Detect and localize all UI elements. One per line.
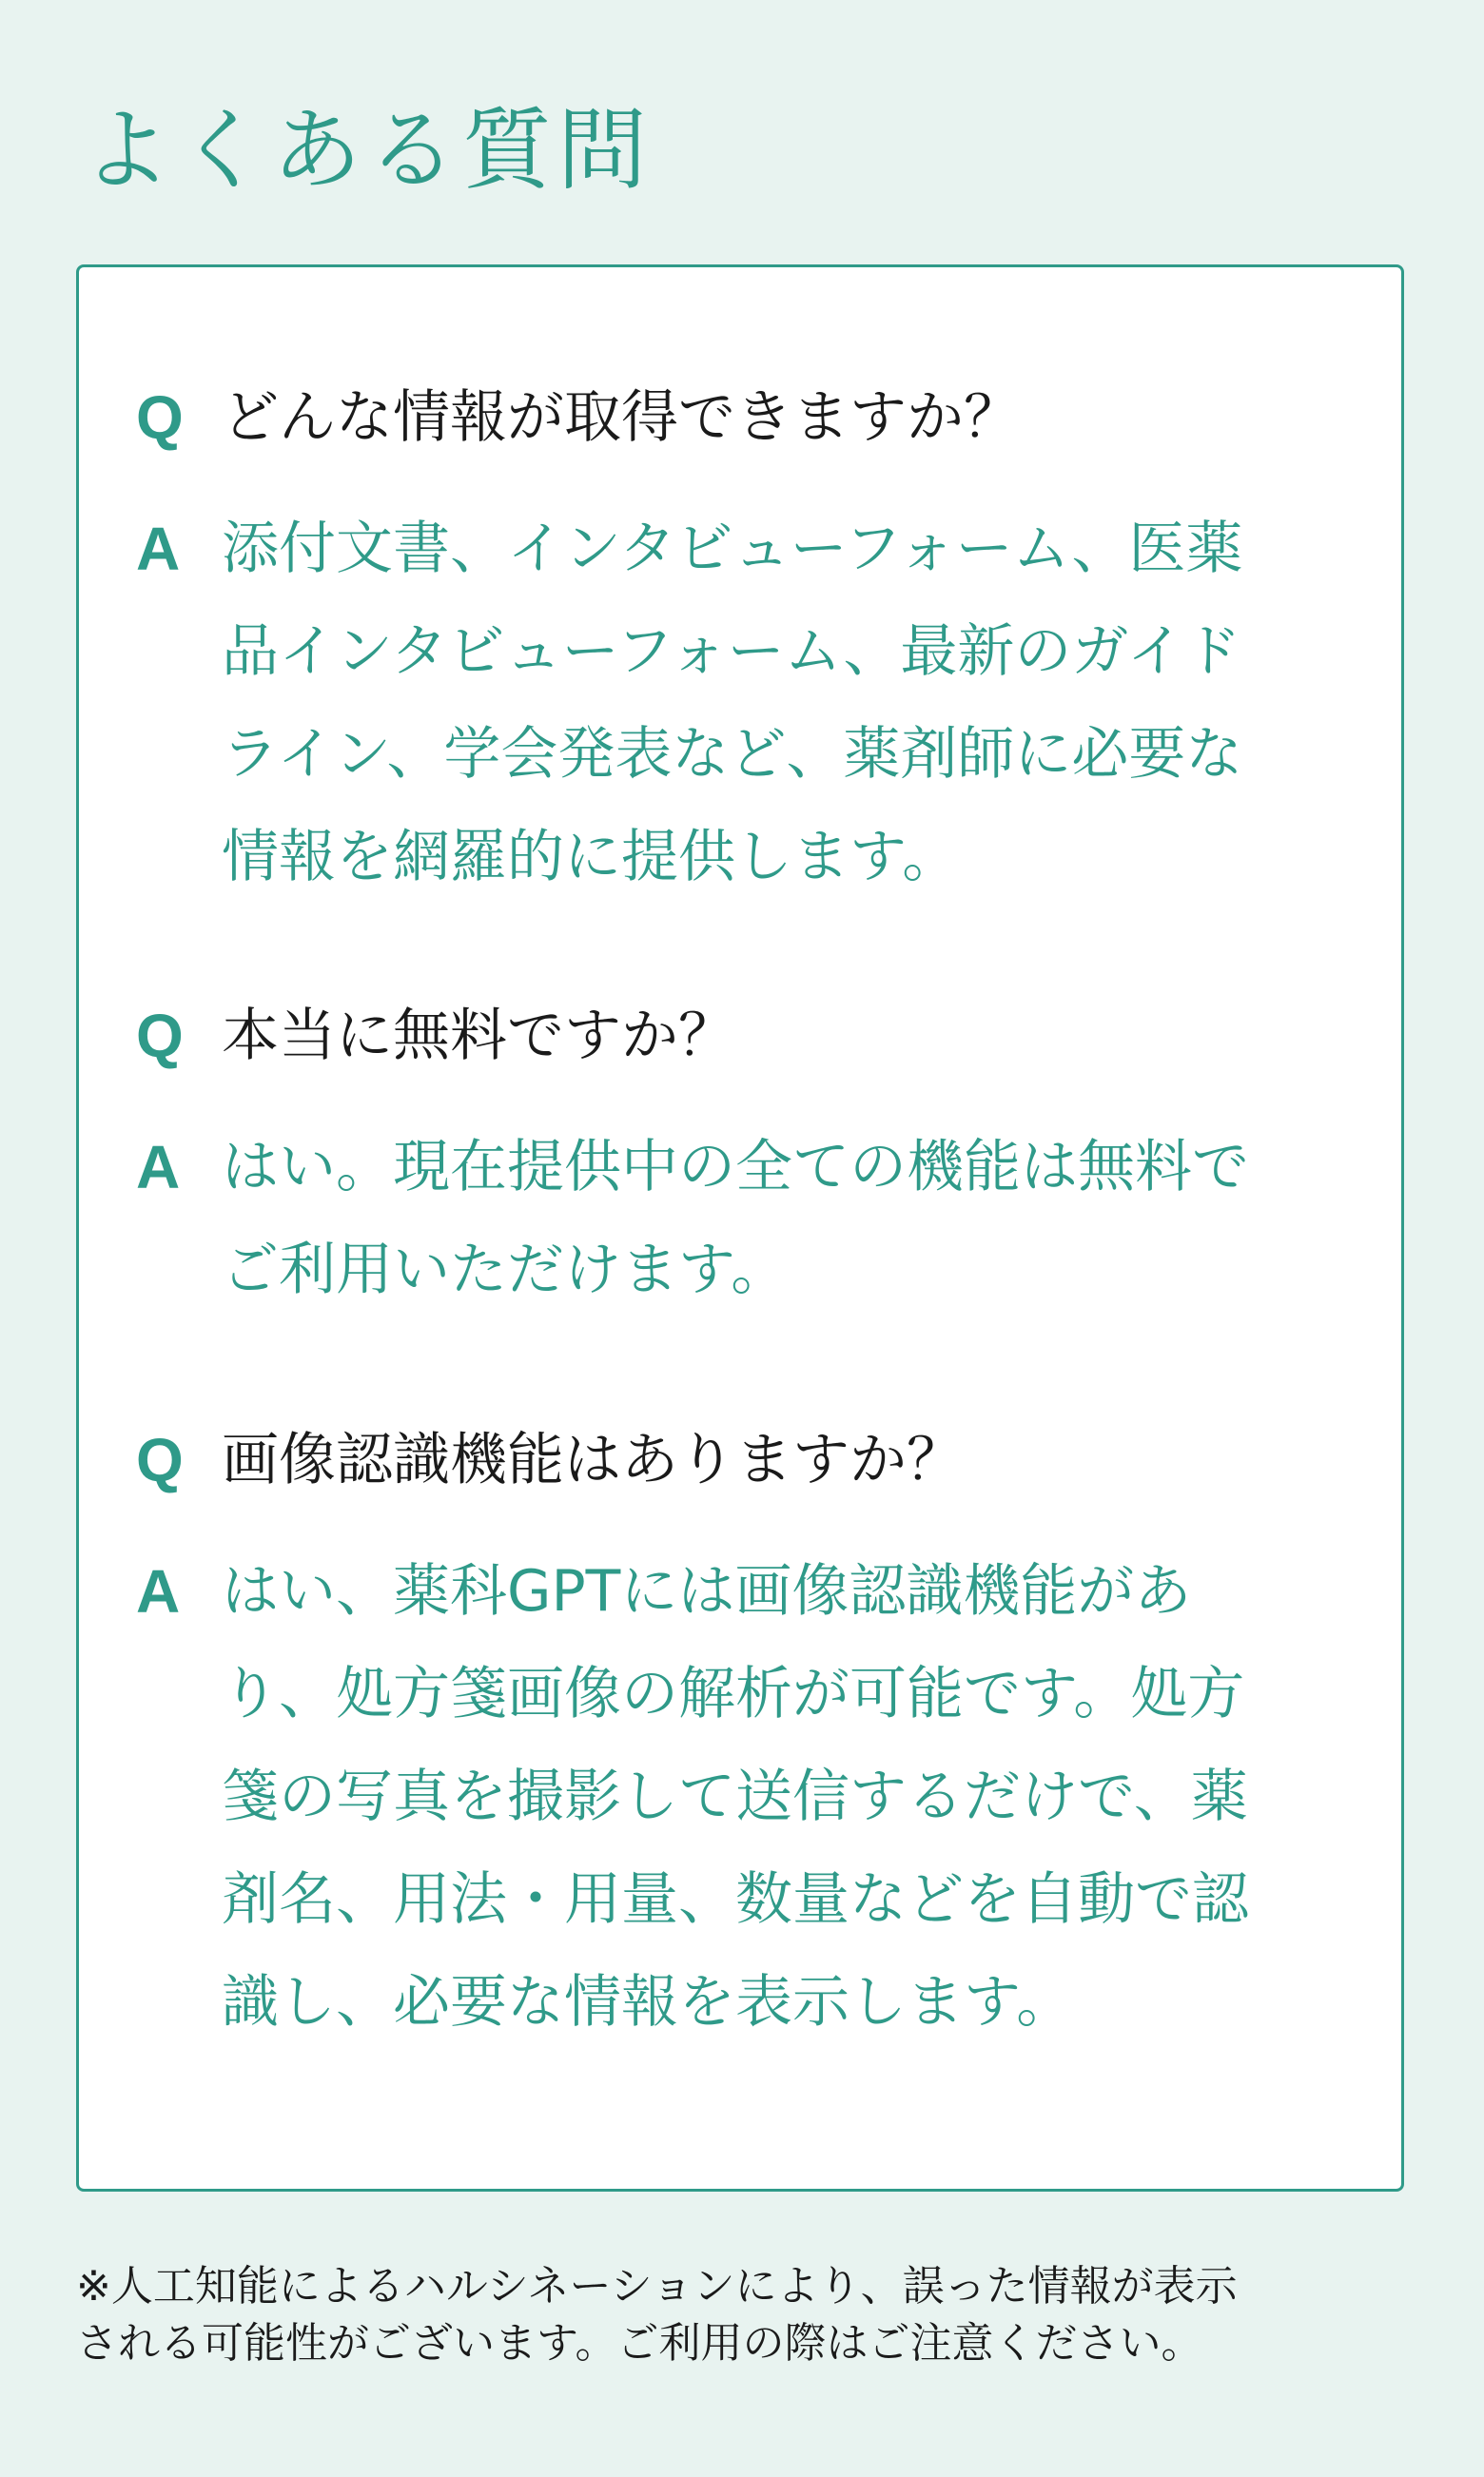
answer-marker: A bbox=[136, 1133, 181, 1201]
answer-text: 添付文書、インタビューフォーム、医薬 品インタビューフォーム、最新のガイド ライン、学会発表など、薬剤師に必要な 情報を網羅的に提供します。 bbox=[222, 516, 1243, 890]
question-text: 本当に無料ですか？ bbox=[222, 1003, 735, 1069]
question-row[interactable] bbox=[79, 366, 1401, 469]
faq-item bbox=[79, 985, 1401, 1321]
answer-row bbox=[79, 497, 1401, 908]
answer-row bbox=[79, 1116, 1401, 1321]
question-text: どんな情報が取得できますか？ bbox=[222, 384, 1021, 451]
question-text: 画像認識機能はありますか？ bbox=[222, 1427, 964, 1493]
disclaimer-note: ※人工知能によるハルシネーションにより、誤った情報が表示 される可能性がございます。ご利用の際はご注意ください。 bbox=[76, 2262, 1238, 2368]
question-marker: Q bbox=[136, 1002, 184, 1070]
question-marker: Q bbox=[136, 1426, 184, 1494]
question-row[interactable] bbox=[79, 1409, 1401, 1512]
question-marker: Q bbox=[136, 383, 184, 452]
answer-row bbox=[79, 1540, 1401, 2054]
faq-item bbox=[79, 366, 1401, 908]
answer-text: はい。現在提供中の全ての機能は無料で ご利用いただけます。 bbox=[222, 1134, 1249, 1303]
faq-card bbox=[76, 264, 1404, 2192]
answer-marker: A bbox=[136, 1557, 181, 1626]
page-title: よくある質問 bbox=[82, 99, 654, 203]
faq-item bbox=[79, 1409, 1401, 2054]
question-row[interactable] bbox=[79, 985, 1401, 1087]
answer-text: はい、薬科GPTには画像認識機能があ り、処方箋画像の解析が可能です。処方 箋の写真を撮影して送信するだけで、薬 剤名、用法・用量、数量などを自動で認 識し、必要な情報を表示します。 bbox=[222, 1558, 1249, 2036]
answer-marker: A bbox=[136, 515, 181, 583]
